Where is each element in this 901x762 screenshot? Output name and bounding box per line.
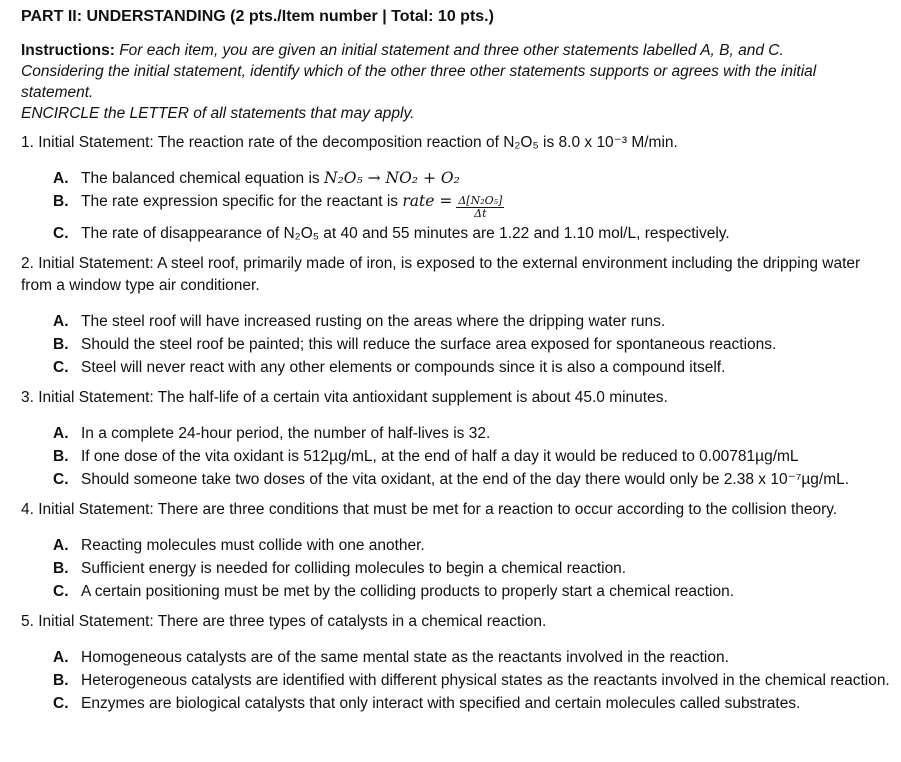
option-letter: B. — [53, 448, 69, 465]
option-letter: A. — [53, 537, 69, 554]
option-text: The balanced chemical equation is — [81, 170, 320, 187]
question-item — [21, 253, 891, 379]
instructions — [21, 40, 891, 124]
question-item — [21, 132, 891, 245]
option-letter: C. — [53, 471, 69, 488]
option-letter: C. — [53, 695, 69, 712]
option-c[interactable] — [53, 468, 891, 491]
option-b[interactable] — [53, 445, 891, 468]
option-b[interactable] — [53, 190, 891, 222]
instructions-label: Instructions: — [21, 42, 115, 59]
option-text: In a complete 24-hour period, the number of half-lives is 32. — [81, 425, 491, 442]
option-b[interactable] — [53, 557, 891, 580]
worksheet-page — [21, 8, 891, 723]
option-letter: B. — [53, 336, 69, 353]
option-letter: A. — [53, 313, 69, 330]
options-list — [53, 534, 891, 603]
option-letter: C. — [53, 583, 69, 600]
rate-expression: rate = — [402, 192, 453, 210]
option-c[interactable] — [53, 356, 891, 379]
instructions-line-3: ENCIRCLE the LETTER of all statements that may apply. — [21, 105, 415, 122]
question-item — [21, 499, 891, 603]
fraction-numerator: Δ[N₂O₅] — [458, 194, 503, 207]
option-c[interactable] — [53, 580, 891, 603]
instructions-line-2: Considering the initial statement, identify which of the other three other statements supports or agrees with the initial statement. — [21, 63, 817, 101]
option-text: If one dose of the vita oxidant is 512µg/mL, at the end of half a day it would be reduced to 0.00781µg/mL — [81, 448, 799, 465]
option-text: The rate expression specific for the reactant is — [81, 193, 399, 210]
option-letter: A. — [53, 649, 69, 666]
page-title: PART II: UNDERSTANDING (2 pts./Item number | Total: 10 pts.) — [21, 8, 494, 25]
chemical-equation: N₂O₅ → NO₂ + O₂ — [324, 169, 460, 187]
options-list — [53, 167, 891, 245]
option-text: Should the steel roof be painted; this will reduce the surface area exposed for spontaneous reactions. — [81, 336, 777, 353]
option-text: Enzymes are biological catalysts that only interact with specified and certain molecules called substrates. — [81, 695, 801, 712]
option-a[interactable] — [53, 167, 891, 190]
option-a[interactable] — [53, 534, 891, 557]
initial-statement: 1. Initial Statement: The reaction rate of the decomposition reaction of N₂O₅ is 8.0 x 10⁻³ M/min. — [21, 134, 678, 151]
options-list — [53, 310, 891, 379]
options-list — [53, 646, 891, 715]
initial-statement: 4. Initial Statement: There are three conditions that must be met for a reaction to occur according to the collision theory. — [21, 501, 838, 518]
option-letter: C. — [53, 359, 69, 376]
option-c[interactable] — [53, 692, 891, 715]
rate-fraction — [456, 195, 504, 220]
option-text: Homogeneous catalysts are of the same mental state as the reactants involved in the reaction. — [81, 649, 729, 666]
question-item — [21, 611, 891, 715]
option-letter: B. — [53, 672, 69, 689]
instructions-line-1: For each item, you are given an initial statement and three other statements labelled A, B, and C. — [119, 42, 784, 59]
option-letter: C. — [53, 225, 69, 242]
option-text: Reacting molecules must collide with one another. — [81, 537, 425, 554]
option-text: Sufficient energy is needed for colliding molecules to begin a chemical reaction. — [81, 560, 627, 577]
option-text: A certain positioning must be met by the colliding products to properly start a chemical reaction. — [81, 583, 735, 600]
initial-statement: 5. Initial Statement: There are three types of catalysts in a chemical reaction. — [21, 613, 547, 630]
initial-statement: 2. Initial Statement: A steel roof, primarily made of iron, is exposed to the external environment including the dripping water from a window type air conditioner. — [21, 255, 861, 294]
option-letter: A. — [53, 425, 69, 442]
option-letter: A. — [53, 170, 69, 187]
option-text: Steel will never react with any other elements or compounds since it is also a compound itself. — [81, 359, 726, 376]
option-letter: B. — [53, 193, 69, 210]
option-letter: B. — [53, 560, 69, 577]
option-text: The steel roof will have increased rusting on the areas where the dripping water runs. — [81, 313, 666, 330]
question-item — [21, 387, 891, 491]
option-b[interactable] — [53, 669, 891, 692]
option-text: Heterogeneous catalysts are identified with different physical states as the reactants involved in the chemical reaction. — [81, 672, 890, 689]
fraction-denominator: Δt — [474, 207, 487, 220]
option-text: The rate of disappearance of N₂O₅ at 40 and 55 minutes are 1.22 and 1.10 mol/L, respectively. — [81, 225, 730, 242]
initial-statement: 3. Initial Statement: The half-life of a certain vita antioxidant supplement is about 45.0 minutes. — [21, 389, 668, 406]
option-text: Should someone take two doses of the vita oxidant, at the end of the day there would only be 2.38 x 10⁻⁷µg/mL. — [81, 471, 850, 488]
option-a[interactable] — [53, 422, 891, 445]
option-b[interactable] — [53, 333, 891, 356]
option-c[interactable] — [53, 222, 891, 245]
options-list — [53, 422, 891, 491]
option-a[interactable] — [53, 310, 891, 333]
option-a[interactable] — [53, 646, 891, 669]
